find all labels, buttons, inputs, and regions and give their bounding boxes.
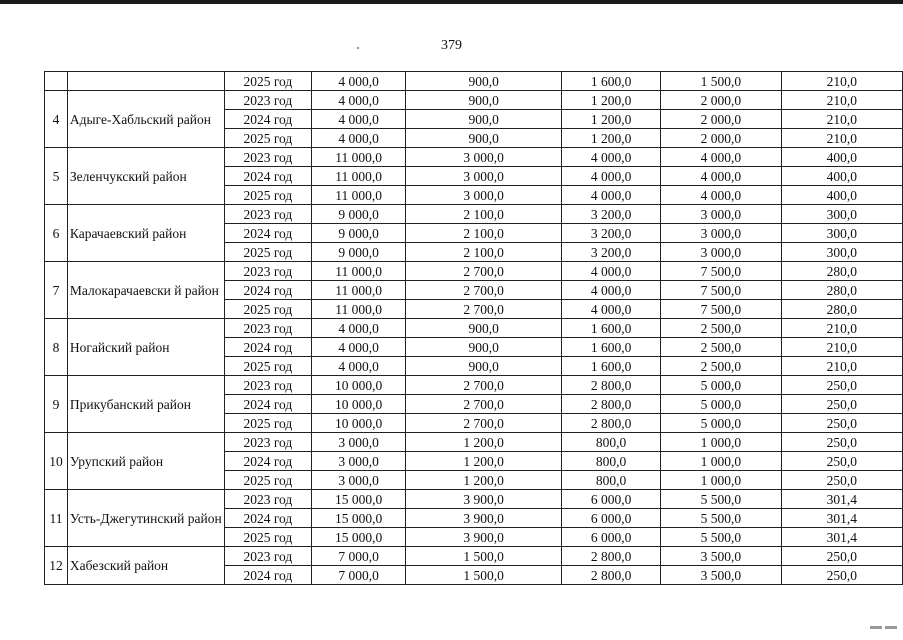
value-cell: 4 000,0 [312,319,406,338]
district-name: Адыге-Хабльский район [67,91,224,148]
value-cell: 3 200,0 [562,243,661,262]
district-name: Прикубанский район [67,376,224,433]
year-cell: 2023 год [224,148,311,167]
value-cell: 1 600,0 [562,72,661,91]
value-cell: 400,0 [781,186,902,205]
year-cell: 2025 год [224,414,311,433]
value-cell: 400,0 [781,167,902,186]
value-cell: 1 200,0 [562,91,661,110]
value-cell: 5 000,0 [661,376,782,395]
value-cell: 1 500,0 [406,566,562,585]
table-body [45,72,903,585]
value-cell: 2 500,0 [661,338,782,357]
year-cell: 2025 год [224,243,311,262]
value-cell: 300,0 [781,243,902,262]
district-number [45,72,68,91]
value-cell: 1 000,0 [661,433,782,452]
value-cell: 5 500,0 [661,490,782,509]
value-cell: 15 000,0 [312,490,406,509]
district-number: 9 [45,376,68,433]
value-cell: 250,0 [781,414,902,433]
value-cell: 11 000,0 [312,262,406,281]
value-cell: 1 500,0 [406,547,562,566]
value-cell: 250,0 [781,547,902,566]
table-row [45,262,903,281]
value-cell: 11 000,0 [312,167,406,186]
page-number: 379 [441,38,462,53]
district-number: 7 [45,262,68,319]
value-cell: 3 900,0 [406,528,562,547]
value-cell: 11 000,0 [312,281,406,300]
value-cell: 3 200,0 [562,224,661,243]
table-row [45,433,903,452]
value-cell: 2 800,0 [562,547,661,566]
district-number: 11 [45,490,68,547]
value-cell: 210,0 [781,338,902,357]
value-cell: 6 000,0 [562,490,661,509]
year-cell: 2023 год [224,262,311,281]
value-cell: 1 000,0 [661,452,782,471]
value-cell: 800,0 [562,471,661,490]
value-cell: 210,0 [781,110,902,129]
value-cell: 2 700,0 [406,395,562,414]
value-cell: 300,0 [781,224,902,243]
year-cell: 2024 год [224,110,311,129]
value-cell: 3 900,0 [406,509,562,528]
value-cell: 7 500,0 [661,281,782,300]
value-cell: 250,0 [781,566,902,585]
year-cell: 2023 год [224,376,311,395]
table-row [45,490,903,509]
year-cell: 2024 год [224,338,311,357]
value-cell: 4 000,0 [312,357,406,376]
table-row [45,376,903,395]
value-cell: 2 700,0 [406,414,562,433]
district-name: Хабезский район [67,547,224,585]
district-name: Карачаевский район [67,205,224,262]
value-cell: 1 200,0 [406,433,562,452]
year-cell: 2023 год [224,547,311,566]
table-row [45,72,903,91]
value-cell: 5 000,0 [661,395,782,414]
value-cell: 250,0 [781,376,902,395]
value-cell: 4 000,0 [562,300,661,319]
value-cell: 9 000,0 [312,243,406,262]
value-cell: 3 000,0 [661,243,782,262]
value-cell: 9 000,0 [312,224,406,243]
value-cell: 1 200,0 [406,452,562,471]
value-cell: 301,4 [781,509,902,528]
year-cell: 2024 год [224,452,311,471]
year-cell: 2023 год [224,205,311,224]
district-number: 12 [45,547,68,585]
year-cell: 2025 год [224,300,311,319]
district-name: Ногайский район [67,319,224,376]
value-cell: 3 000,0 [312,452,406,471]
value-cell: 2 500,0 [661,357,782,376]
district-name [67,72,224,91]
district-name: Зеленчукский район [67,148,224,205]
value-cell: 3 000,0 [661,224,782,243]
district-number: 8 [45,319,68,376]
year-cell: 2023 год [224,91,311,110]
value-cell: 7 000,0 [312,566,406,585]
value-cell: 3 500,0 [661,566,782,585]
value-cell: 280,0 [781,281,902,300]
value-cell: 3 000,0 [406,186,562,205]
year-cell: 2025 год [224,357,311,376]
value-cell: 2 700,0 [406,376,562,395]
value-cell: 900,0 [406,357,562,376]
value-cell: 1 200,0 [562,110,661,129]
value-cell: 3 000,0 [312,433,406,452]
year-cell: 2025 год [224,129,311,148]
value-cell: 11 000,0 [312,148,406,167]
value-cell: 2 800,0 [562,566,661,585]
value-cell: 2 800,0 [562,395,661,414]
district-name: Усть-Джегутинский район [67,490,224,547]
value-cell: 800,0 [562,433,661,452]
value-cell: 4 000,0 [312,72,406,91]
year-cell: 2024 год [224,566,311,585]
value-cell: 2 500,0 [661,319,782,338]
value-cell: 4 000,0 [661,148,782,167]
value-cell: 2 000,0 [661,110,782,129]
value-cell: 15 000,0 [312,528,406,547]
district-name: Малокарачаевски й район [67,262,224,319]
value-cell: 3 500,0 [661,547,782,566]
value-cell: 9 000,0 [312,205,406,224]
value-cell: 4 000,0 [562,148,661,167]
table-row [45,547,903,566]
value-cell: 3 200,0 [562,205,661,224]
district-name: Урупский район [67,433,224,490]
value-cell: 2 100,0 [406,205,562,224]
value-cell: 7 500,0 [661,300,782,319]
year-cell: 2024 год [224,167,311,186]
value-cell: 4 000,0 [562,262,661,281]
value-cell: 280,0 [781,262,902,281]
year-cell: 2025 год [224,186,311,205]
scan-edge-marks [867,616,897,634]
value-cell: 4 000,0 [661,167,782,186]
value-cell: 4 000,0 [312,91,406,110]
year-cell: 2023 год [224,319,311,338]
value-cell: 2 700,0 [406,262,562,281]
table-row [45,319,903,338]
value-cell: 800,0 [562,452,661,471]
value-cell: 7 500,0 [661,262,782,281]
value-cell: 10 000,0 [312,414,406,433]
value-cell: 3 000,0 [661,205,782,224]
value-cell: 900,0 [406,91,562,110]
value-cell: 1 600,0 [562,338,661,357]
year-cell: 2023 год [224,433,311,452]
value-cell: 2 800,0 [562,376,661,395]
value-cell: 1 200,0 [562,129,661,148]
value-cell: 6 000,0 [562,528,661,547]
value-cell: 4 000,0 [562,186,661,205]
year-cell: 2023 год [224,490,311,509]
value-cell: 2 700,0 [406,281,562,300]
value-cell: 4 000,0 [312,110,406,129]
value-cell: 3 000,0 [312,471,406,490]
district-number: 6 [45,205,68,262]
value-cell: 1 000,0 [661,471,782,490]
year-cell: 2024 год [224,224,311,243]
value-cell: 300,0 [781,205,902,224]
value-cell: 3 000,0 [406,167,562,186]
value-cell: 3 900,0 [406,490,562,509]
value-cell: 301,4 [781,490,902,509]
value-cell: 301,4 [781,528,902,547]
value-cell: 1 600,0 [562,319,661,338]
value-cell: 210,0 [781,91,902,110]
value-cell: 900,0 [406,338,562,357]
table-row [45,148,903,167]
value-cell: 210,0 [781,357,902,376]
value-cell: 11 000,0 [312,186,406,205]
value-cell: 900,0 [406,72,562,91]
value-cell: 250,0 [781,452,902,471]
value-cell: 10 000,0 [312,395,406,414]
value-cell: 10 000,0 [312,376,406,395]
year-cell: 2024 год [224,281,311,300]
value-cell: 4 000,0 [312,129,406,148]
value-cell: 5 500,0 [661,509,782,528]
year-cell: 2025 год [224,72,311,91]
value-cell: 400,0 [781,148,902,167]
value-cell: 1 500,0 [661,72,782,91]
district-number: 4 [45,91,68,148]
value-cell: 1 600,0 [562,357,661,376]
table-row [45,91,903,110]
value-cell: 3 000,0 [406,148,562,167]
value-cell: 4 000,0 [562,281,661,300]
value-cell: 2 800,0 [562,414,661,433]
value-cell: 210,0 [781,129,902,148]
district-number: 5 [45,148,68,205]
district-number: 10 [45,433,68,490]
value-cell: 2 000,0 [661,91,782,110]
year-cell: 2025 год [224,528,311,547]
year-cell: 2024 год [224,395,311,414]
value-cell: 280,0 [781,300,902,319]
value-cell: 5 000,0 [661,414,782,433]
value-cell: 1 200,0 [406,471,562,490]
value-cell: 250,0 [781,471,902,490]
value-cell: 4 000,0 [562,167,661,186]
value-cell: 900,0 [406,319,562,338]
value-cell: 11 000,0 [312,300,406,319]
value-cell: 6 000,0 [562,509,661,528]
value-cell: 2 100,0 [406,243,562,262]
value-cell: 5 500,0 [661,528,782,547]
value-cell: 900,0 [406,110,562,129]
table-row [45,205,903,224]
year-cell: 2024 год [224,509,311,528]
value-cell: 210,0 [781,72,902,91]
value-cell: 4 000,0 [661,186,782,205]
value-cell: 2 700,0 [406,300,562,319]
value-cell: 900,0 [406,129,562,148]
value-cell: 250,0 [781,395,902,414]
value-cell: 2 100,0 [406,224,562,243]
district-funding-table [44,71,903,585]
year-cell: 2025 год [224,471,311,490]
value-cell: 7 000,0 [312,547,406,566]
top-border-rule [0,0,903,4]
value-cell: 210,0 [781,319,902,338]
value-cell: 15 000,0 [312,509,406,528]
value-cell: 250,0 [781,433,902,452]
value-cell: 4 000,0 [312,338,406,357]
value-cell: 2 000,0 [661,129,782,148]
